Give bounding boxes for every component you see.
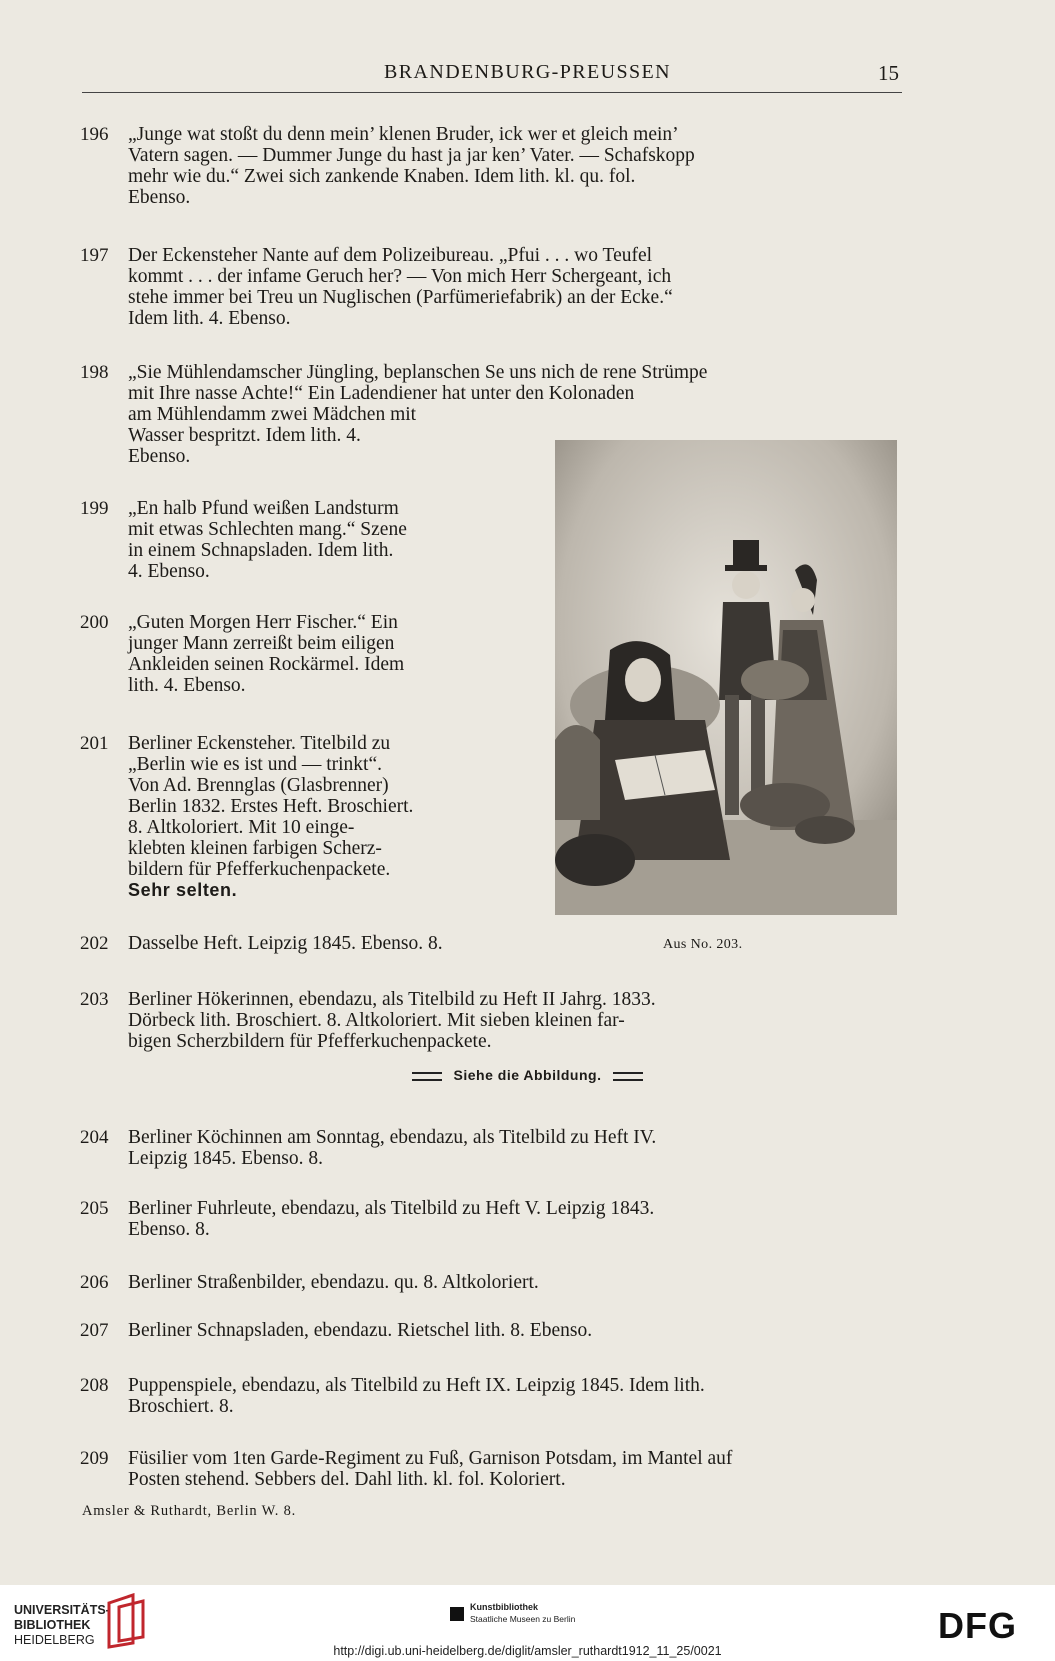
line: Puppenspiele, ebendazu, als Titelbild zu Heft IX. Leipzig 1845. Idem lith.: [128, 1375, 705, 1396]
see-illustration-text: Siehe die Abbildung.: [453, 1067, 602, 1083]
illustration-drawing: [555, 440, 897, 915]
line: Von Ad. Brennglas (Glasbrenner): [128, 775, 389, 796]
line: Posten stehend. Sebbers del. Dahl lith. kl. fol. Koloriert.: [128, 1469, 566, 1490]
kunstbibliothek-logo: [470, 1601, 575, 1625]
kb-name-line: Staatliche Museen zu Berlin: [470, 1614, 576, 1624]
line: bildern für Pfefferkuchenpackete.: [128, 859, 391, 880]
entry-number: 207: [80, 1320, 109, 1341]
entry-number: 197: [80, 245, 109, 266]
line: Der Eckensteher Nante auf dem Polizeibureau. „Pfui . . . wo Teufel: [128, 245, 653, 266]
entry-number: 202: [80, 933, 109, 954]
line: Füsilier vom 1ten Garde-Regiment zu Fuß, Garnison Potsdam, im Mantel auf: [128, 1448, 733, 1469]
entry-number: 196: [80, 124, 109, 145]
entry-text: [128, 612, 586, 696]
line: Berliner Fuhrleute, ebendazu, als Titelbild zu Heft V. Leipzig 1843.: [128, 1198, 655, 1219]
line: mehr wie du.“ Zwei sich zankende Knaben. Idem lith. kl. qu. fol.: [128, 166, 636, 187]
running-header: BRANDENBURG-PREUSSEN: [384, 61, 671, 83]
line: Berliner Eckensteher. Titelbild zu: [128, 733, 391, 754]
line: stehe immer bei Treu un Nuglischen (Parfümeriefabrik) an der Ecke.“: [128, 287, 673, 308]
line: Berliner Hökerinnen, ebendazu, als Titelbild zu Heft II Jahrg. 1833.: [128, 989, 656, 1010]
entry-number: 208: [80, 1375, 109, 1396]
entry-text: [128, 1375, 982, 1417]
kunstbibliothek-mark-icon: [450, 1607, 464, 1621]
illustration-caption: Aus No. 203.: [663, 937, 743, 952]
line: am Mühlendamm zwei Mädchen mit: [128, 404, 417, 425]
entry-number: 199: [80, 498, 109, 519]
line: Ankleiden seinen Rockärmel. Idem: [128, 654, 405, 675]
library-name-line: BIBLIOTHEK: [14, 1618, 91, 1632]
illustration-hoekerinnen: [555, 440, 897, 915]
entry-text: [128, 245, 982, 329]
see-illustration-note: [0, 1067, 1055, 1083]
entry-number: 203: [80, 989, 109, 1010]
line: in einem Schnapsladen. Idem lith.: [128, 540, 394, 561]
line: 8. Altkoloriert. Mit 10 einge-: [128, 817, 355, 838]
entry-number: 209: [80, 1448, 109, 1469]
entry-number: 198: [80, 362, 109, 383]
entry-number: 204: [80, 1127, 109, 1148]
line: Dasselbe Heft. Leipzig 1845. Ebenso. 8.: [128, 933, 443, 954]
line: mit Ihre nasse Achte!“ Ein Ladendiener hat unter den Kolonaden: [128, 383, 635, 404]
line: Berliner Schnapsladen, ebendazu. Rietschel lith. 8. Ebenso.: [128, 1320, 593, 1341]
header-rule: [82, 92, 902, 93]
line: Broschiert. 8.: [128, 1396, 234, 1417]
entry-text: [128, 989, 982, 1052]
rarity-note: Sehr selten.: [128, 880, 238, 900]
line: Berliner Straßenbilder, ebendazu. qu. 8. Altkoloriert.: [128, 1272, 539, 1293]
line: klebten kleinen farbigen Scherz-: [128, 838, 382, 859]
entry-text: [128, 1198, 982, 1240]
ub-heidelberg-logo: [14, 1603, 110, 1648]
line: Vatern sagen. — Dummer Junge du hast ja jar ken’ Vater. — Schafskopp: [128, 145, 695, 166]
entry-text: [128, 1272, 982, 1293]
line: Ebenso. 8.: [128, 1219, 210, 1240]
library-name-line: HEIDELBERG: [14, 1633, 95, 1647]
permalink-url[interactable]: http://digi.ub.uni-heidelberg.de/diglit/amsler_ruthardt1912_11_25/0021: [333, 1644, 722, 1658]
page-number: 15: [878, 61, 899, 85]
line: „Berlin wie es ist und — trinkt“.: [128, 754, 382, 775]
line: Idem lith. 4. Ebenso.: [128, 308, 291, 329]
entry-text: [128, 1448, 982, 1490]
kb-name-line: Kunstbibliothek: [470, 1602, 538, 1612]
line: „Junge wat stoßt du denn mein’ klenen Bruder, ick wer et gleich mein’: [128, 124, 679, 145]
publisher-imprint: Amsler & Ruthardt, Berlin W. 8.: [82, 1503, 297, 1519]
line: „Sie Mühlendamscher Jüngling, beplanschen Se uns nich de rene Strümpe: [128, 362, 708, 383]
line: Ebenso.: [128, 187, 191, 208]
line: Wasser bespritzt. Idem lith. 4.: [128, 425, 361, 446]
entry-text: [128, 124, 982, 208]
entry-text: [128, 1127, 982, 1169]
entry-number: 205: [80, 1198, 109, 1219]
line: Ebenso.: [128, 446, 191, 467]
line: junger Mann zerreißt beim eiligen: [128, 633, 395, 654]
dfg-logo: DFG: [938, 1605, 1017, 1646]
entry-number: 201: [80, 733, 109, 754]
entry-number: 206: [80, 1272, 109, 1293]
line: bigen Scherzbildern für Pfefferkuchenpackete.: [128, 1031, 492, 1052]
double-rule-left: [412, 1072, 442, 1081]
entry-text: [128, 933, 586, 954]
line: kommt . . . der infame Geruch her? — Von mich Herr Schergeant, ich: [128, 266, 672, 287]
line: mit etwas Schlechten mang.“ Szene: [128, 519, 407, 540]
line: „Guten Morgen Herr Fischer.“ Ein: [128, 612, 398, 633]
line: lith. 4. Ebenso.: [128, 675, 246, 696]
line: Dörbeck lith. Broschiert. 8. Altkoloriert. Mit sieben kleinen far-: [128, 1010, 625, 1031]
digitization-footer: [0, 1585, 1055, 1661]
line: „En halb Pfund weißen Landsturm: [128, 498, 399, 519]
entry-text: [128, 1320, 982, 1341]
line: Leipzig 1845. Ebenso. 8.: [128, 1148, 323, 1169]
entry-text: [128, 498, 586, 582]
entry-number: 200: [80, 612, 109, 633]
line: Berliner Köchinnen am Sonntag, ebendazu, als Titelbild zu Heft IV.: [128, 1127, 657, 1148]
line: 4. Ebenso.: [128, 561, 210, 582]
entry-text: [128, 733, 586, 901]
double-rule-right: [613, 1072, 643, 1081]
ub-heidelberg-mark-icon: [103, 1593, 149, 1649]
line: Berlin 1832. Erstes Heft. Broschiert.: [128, 796, 414, 817]
library-name-line: UNIVERSITÄTS-: [14, 1603, 110, 1617]
